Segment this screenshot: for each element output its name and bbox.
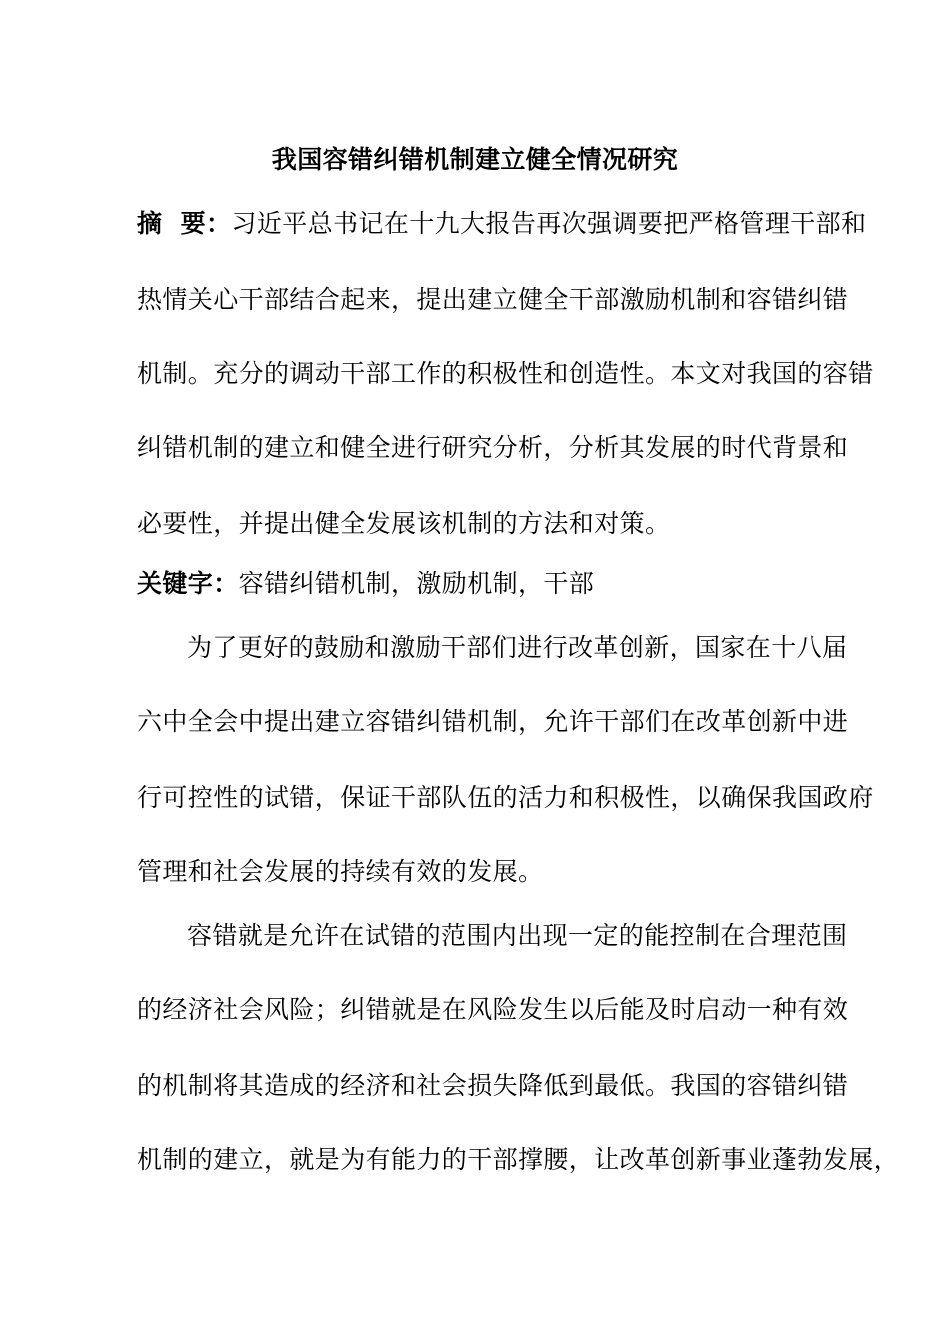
paragraph-line: 行可控性的试错，保证干部队伍的活力和积极性，以确保我国政府 <box>137 783 874 812</box>
paragraph-line: 为了更好的鼓励和激励干部们进行改革创新，国家在十八届 <box>187 633 848 662</box>
abstract-line: 必要性，并提出健全发展该机制的方法和对策。 <box>137 509 671 538</box>
paragraph-line: 的经济社会风险；纠错就是在风险发生以后能及时启动一种有效 <box>137 995 849 1024</box>
keywords-line <box>137 568 594 600</box>
abstract-line: 纠错机制的建立和健全进行研究分析，分析其发展的时代背景和 <box>137 433 849 462</box>
paragraph-line: 的机制将其造成的经济和社会损失降低到最低。我国的容错纠错 <box>137 1071 849 1100</box>
paragraph-line: 管理和社会发展的持续有效的发展。 <box>137 857 544 886</box>
keywords-text: 容错纠错机制，激励机制，干部 <box>238 569 595 598</box>
paragraph-line: 容错就是允许在试错的范围内出现一定的能控制在合理范围 <box>187 921 848 950</box>
document-title: 我国容错纠错机制建立健全情况研究 <box>271 145 679 174</box>
abstract-text: 习近平总书记在十九大报告再次强调要把严格管理干部和 <box>231 209 867 238</box>
abstract-line <box>137 208 866 240</box>
abstract-line: 热情关心干部结合起来，提出建立健全干部激励机制和容错纠错 <box>137 285 849 314</box>
abstract-label: 摘 要： <box>137 209 232 238</box>
abstract-line: 机制。充分的调动干部工作的积极性和创造性。本文对我国的容错 <box>137 359 874 388</box>
keywords-label: 关键字： <box>137 569 239 598</box>
paragraph-line: 机制的建立，就是为有能力的干部撑腰，让改革创新事业蓬勃发展， <box>137 1145 900 1174</box>
paragraph-line: 六中全会中提出建立容错纠错机制，允许干部们在改革创新中进 <box>137 707 849 736</box>
